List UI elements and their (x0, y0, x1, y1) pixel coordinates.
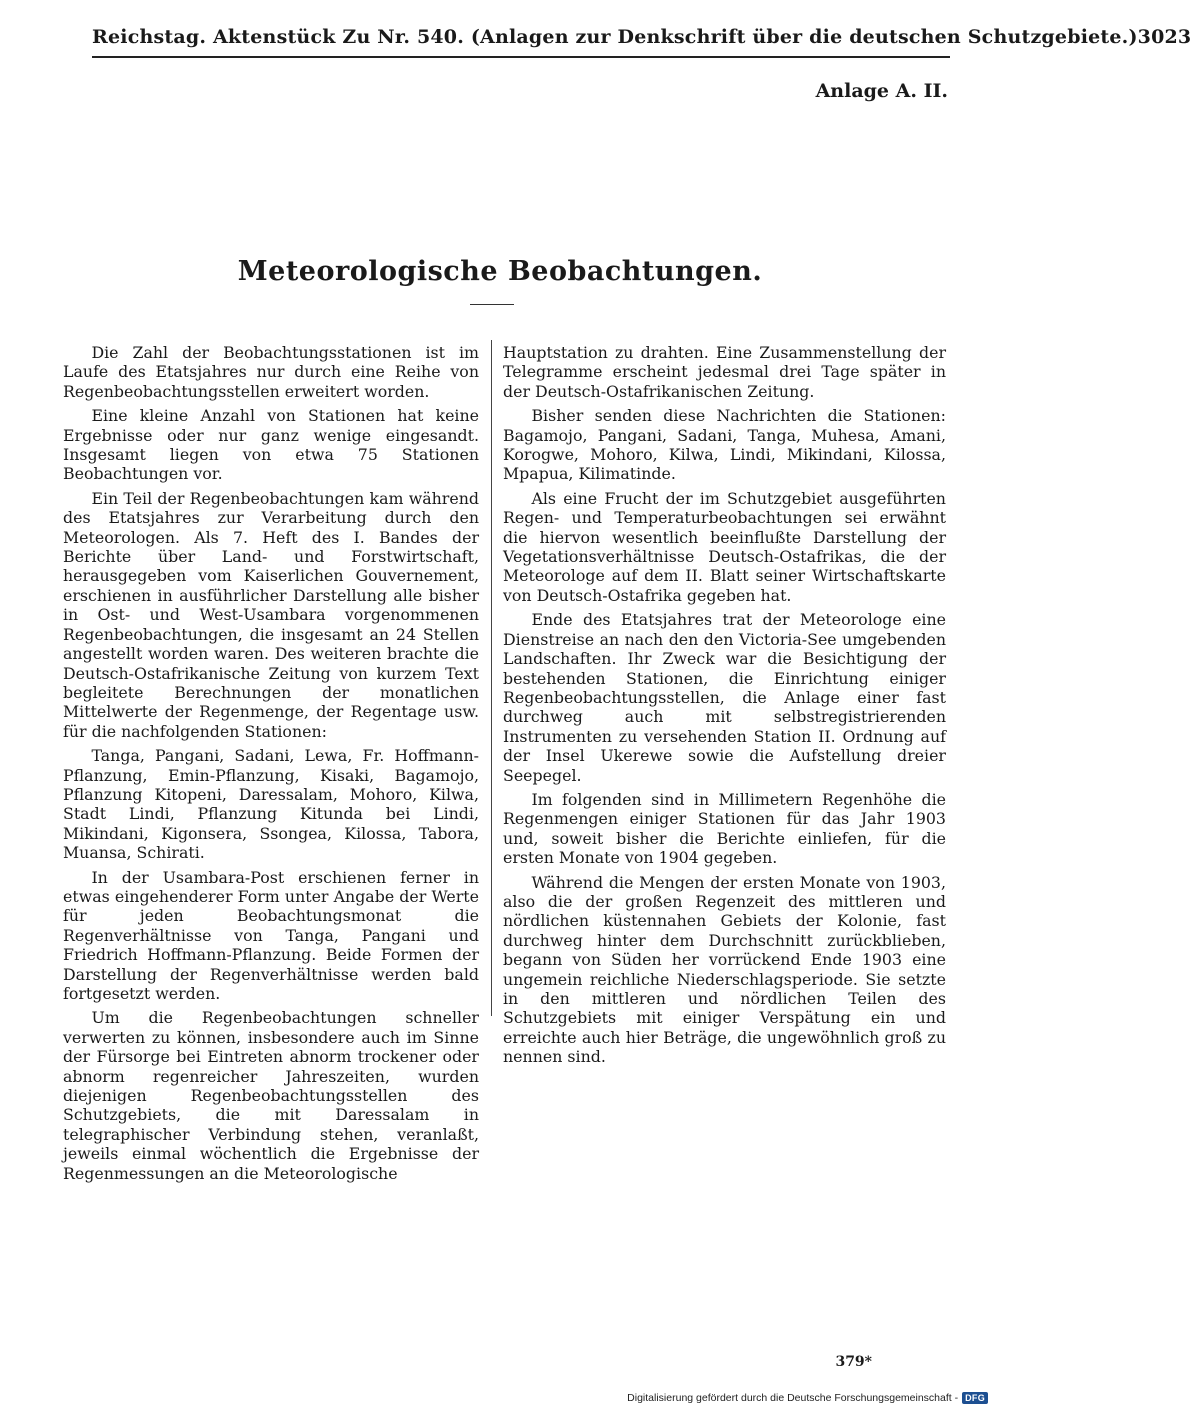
right-column (503, 343, 946, 1072)
paragraph: Ein Teil der Regenbeobachtungen kam während des Etatsjahres zur Verarbeitung durch den Meteorologen. Als 7. Heft des I. Bandes der Berichte über Land- und Forstwirtschaft, herausgegeben vom Kaiserlichen Gouvernement, erschienen in ausführlicher Darstellung alle bisher in Ost- und West-Usambara vorgenommenen Regenbeobachtungen, die insgesamt an 24 Stellen angestellt worden waren. Des weiteren brachte die Deutsch-Ostafrikanische Zeitung von kurzem Text begleitete Berechnungen der monatlichen Mittelwerte der Regenmenge, der Regentage usw. für die nachfolgenden Stationen: (63, 488, 479, 741)
credit-text: Digitalisierung gefördert durch die Deutsche Forschungsgemeinschaft - (627, 1392, 959, 1404)
dfg-logo: DFG (962, 1392, 988, 1404)
page-title: Meteorologische Beobachtungen. (237, 256, 763, 287)
paragraph: Die Zahl der Beobachtungsstationen ist im Laufe des Etatsjahres nur durch eine Reihe von Regenbeobachtungsstellen erweitert worden. (63, 343, 479, 401)
appendix-label: Anlage A. II. (815, 80, 948, 102)
paragraph: Bisher senden diese Nachrichten die Stationen: Bagamojo, Pangani, Sadani, Tanga, Muhesa, Amani, Korogwe, Mohoro, Kilwa, Lindi, Mikindani, Kilossa, Mpapua, Kilimatinde. (503, 406, 946, 484)
paragraph: Als eine Frucht der im Schutzgebiet ausgeführten Regen- und Temperaturbeobachtungen sei erwähnt die hiervon wesentlich beeinflußte Darstellung der Vegetationsverhältnisse Deutsch-Ostafrikas, die der Meteorologe auf dem II. Blatt seiner Wirtschaftskarte von Deutsch-Ostafrika gegeben hat. (503, 488, 946, 605)
column-divider (491, 340, 492, 1016)
header-title: Reichstag. Aktenstück Zu Nr. 540. (Anlagen zur Denkschrift über die deutschen Schutzgebiete.) (92, 26, 1138, 48)
title-divider (470, 304, 514, 305)
paragraph: Während die Mengen der ersten Monate von 1903, also die der großen Regenzeit des mittleren und nördlichen küstennahen Gebiets der Kolonie, fast durchweg hinter dem Durchschnitt zurückblieben, begann von Süden her vorrückend Ende 1903 eine ungemein reichliche Niederschlagsperiode. Sie setzte in den mittleren und nördlichen Teilen des Schutzgebiets mit einiger Verspätung ein und erreichte auch hier Beträge, die ungewöhnlich groß zu nennen sind. (503, 872, 946, 1067)
paragraph: In der Usambara-Post erschienen ferner in etwas eingehenderer Form unter Angabe der Werte für jeden Beobachtungsmonat die Regenverhältnisse von Tanga, Pangani und Friedrich Hoffmann-Pflanzung. Beide Formen der Darstellung der Regenverhältnisse werden bald fortgesetzt werden. (63, 867, 479, 1003)
paragraph: Im folgenden sind in Millimetern Regenhöhe die Regenmengen einiger Stationen für das Jahr 1903 und, soweit bisher die Berichte einliefen, für die ersten Monate von 1904 gegeben. (503, 789, 946, 868)
sheet-number: 379* (835, 1354, 872, 1370)
paragraph: Ende des Etatsjahres trat der Meteorologe eine Dienstreise an nach den den Victoria-See umgebenden Landschaften. Ihr Zweck war die Besichtigung der bestehenden Stationen, die Einrichtung einiger Regenbeobachtungsstellen, die Anlage einer fast durchweg auch mit selbstregistrierenden Instrumenten zu versehenden Station II. Ordnung auf der Insel Ukerewe sowie die Aufstellung dreier Seepegel. (503, 610, 946, 785)
left-column (63, 343, 479, 1188)
paragraph: Tanga, Pangani, Sadani, Lewa, Fr. Hoffmann-Pflanzung, Emin-Pflanzung, Kisaki, Bagamojo, Pflanzung Kitopeni, Daressalam, Mohoro, Kilwa, Stadt Lindi, Pflanzung Kitunda bei Lindi, Mikindani, Kigonsera, Ssongea, Kilossa, Tabora, Muansa, Schirati. (63, 746, 479, 863)
running-header (92, 26, 1191, 48)
paragraph: Hauptstation zu drahten. Eine Zusammenstellung der Telegramme erscheint jedesmal drei Tage später in der Deutsch-Ostafrikanischen Zeitung. (503, 343, 946, 401)
page-number: 3023 (1137, 26, 1191, 48)
paragraph: Eine kleine Anzahl von Stationen hat keine Ergebnisse oder nur ganz wenige eingesandt. Insgesamt liegen von etwa 75 Stationen Beobachtungen vor. (63, 406, 479, 484)
header-rule (92, 56, 950, 58)
digitization-credit (627, 1392, 988, 1404)
paragraph: Um die Regenbeobachtungen schneller verwerten zu können, insbesondere auch im Sinne der Fürsorge bei Eintreten abnorm trockener oder abnorm regenreicher Jahreszeiten, wurden diejenigen Regenbeobachtungsstellen des Schutzgebiets, die mit Daressalam in telegraphischer Verbindung stehen, veranlaßt, jeweils einmal wöchentlich die Ergebnisse der Regenmessungen an die Meteorologische (63, 1008, 479, 1183)
